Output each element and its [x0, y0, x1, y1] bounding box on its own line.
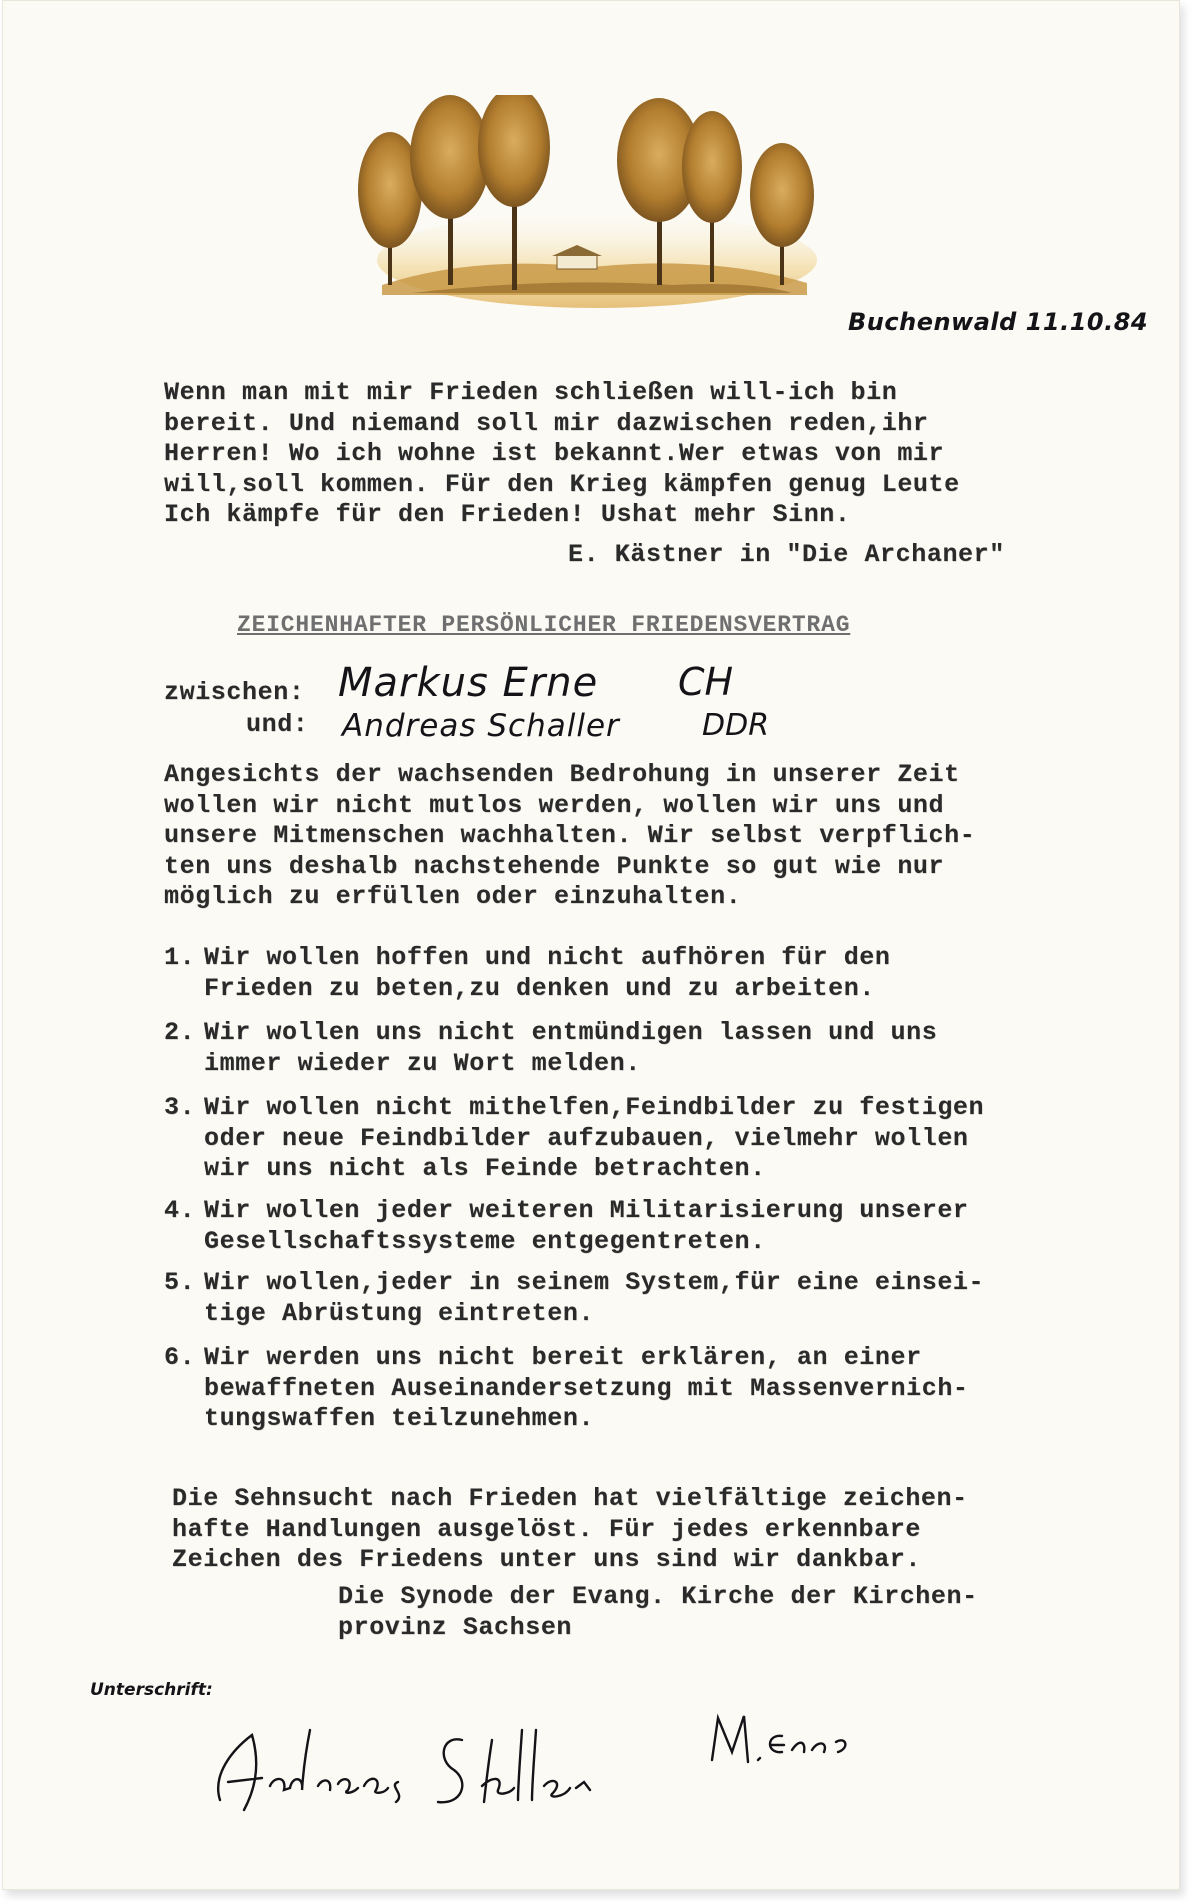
intro-line: Angesichts der wachsenden Bedrohung in unserer Zeit: [164, 760, 960, 789]
quote-line: Wenn man mit mir Frieden schließen will-ich bin: [164, 378, 898, 407]
point-number: 5.: [164, 1268, 196, 1297]
party2-country: DDR: [702, 708, 770, 743]
point-text: tige Abrüstung eintreten.: [204, 1298, 595, 1328]
closing-line: hafte Handlungen ausgelöst. Für jedes erkennbare: [172, 1514, 921, 1544]
point-text: Wir werden uns nicht bereit erklären, an einer: [204, 1343, 922, 1372]
point-5: [164, 1268, 984, 1329]
point-text: Wir wollen nicht mithelfen,Feindbilder zu festigen: [204, 1093, 985, 1122]
point-number: 6.: [164, 1343, 196, 1372]
point-number: 4.: [164, 1196, 196, 1225]
closing-line: Die Sehnsucht nach Frieden hat vielfältige zeichen-: [172, 1484, 968, 1513]
party2-name: Andreas Schaller: [342, 708, 620, 744]
point-3: [164, 1093, 984, 1185]
handwritten-signatures: [192, 1690, 912, 1840]
point-text: bewaffneten Auseinandersetzung mit Massenvernich-: [204, 1373, 969, 1403]
point-2: [164, 1018, 937, 1079]
point-text: Wir wollen jeder weiteren Militarisierung unserer: [204, 1196, 969, 1225]
signatory-line: Die Synode der Evang. Kirche der Kirchen-: [338, 1582, 978, 1611]
intro-line: ten uns deshalb nachstehende Punkte so gut wie nur: [164, 851, 945, 881]
point-text: Wir wollen,jeder in seinem System,für eine einsei-: [204, 1268, 985, 1297]
party1-name: Markus Erne: [338, 660, 599, 706]
signature-label: Unterschrift:: [90, 1680, 213, 1700]
document-title: ZEICHENHAFTER PERSÖNLICHER FRIEDENSVERTRAG: [237, 612, 851, 638]
point-text: Frieden zu beten,zu denken und zu arbeiten.: [204, 973, 875, 1003]
intro-paragraph: [164, 760, 975, 913]
tree-vignette-illustration: [352, 95, 832, 310]
point-text: Wir wollen hoffen und nicht aufhören für den: [204, 943, 891, 972]
quote-line: Ich kämpfe für den Frieden! Ushat mehr Sinn.: [164, 500, 851, 529]
between-label: zwischen:: [164, 678, 305, 707]
point-number: 2.: [164, 1018, 196, 1047]
point-6: [164, 1343, 969, 1435]
point-text: immer wieder zu Wort melden.: [204, 1048, 641, 1078]
quote-block: [164, 378, 960, 531]
closing-line: Zeichen des Friedens unter uns sind wir dankbar.: [172, 1545, 921, 1574]
place-date: Buchenwald 11.10.84: [848, 308, 1149, 336]
point-text: Wir wollen uns nicht entmündigen lassen und uns: [204, 1018, 938, 1047]
closing-paragraph: [172, 1484, 968, 1576]
quote-attribution: E. Kästner in "Die Archaner": [568, 540, 1005, 569]
intro-line: unsere Mitmenschen wachhalten. Wir selbst verpflich-: [164, 821, 976, 850]
letter-page: [2, 0, 1180, 1890]
signatory: [338, 1582, 978, 1643]
signatory-line: provinz Sachsen: [338, 1612, 573, 1642]
point-text: oder neue Feindbilder aufzubauen, vielmehr wollen: [204, 1123, 969, 1153]
point-text: Gesellschaftssysteme entgegentreten.: [204, 1226, 766, 1256]
point-4: [164, 1196, 969, 1257]
point-number: 1.: [164, 943, 196, 972]
quote-line: bereit. Und niemand soll mir dazwischen reden,ihr: [164, 408, 929, 438]
point-number: 3.: [164, 1093, 196, 1122]
quote-line: will,soll kommen. Für den Krieg kämpfen genug Leute: [164, 469, 960, 499]
intro-line: möglich zu erfüllen oder einzuhalten.: [164, 882, 742, 911]
point-text: tungswaffen teilzunehmen.: [204, 1404, 595, 1433]
party1-country: CH: [678, 660, 734, 704]
quote-line: Herren! Wo ich wohne ist bekannt.Wer etwas von mir: [164, 439, 945, 468]
intro-line: wollen wir nicht mutlos werden, wollen wir uns und: [164, 790, 945, 820]
and-label: und:: [246, 710, 309, 739]
point-text: wir uns nicht als Feinde betrachten.: [204, 1154, 766, 1183]
point-1: [164, 943, 891, 1004]
